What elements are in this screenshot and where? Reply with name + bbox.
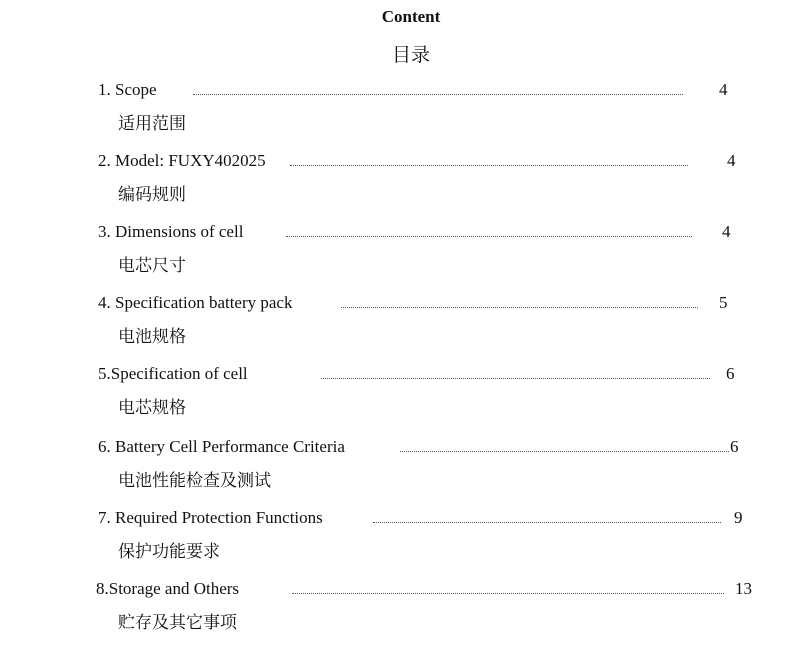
toc-page-number: 9 bbox=[734, 508, 743, 527]
toc-entry-title-zh: 适用范围 bbox=[118, 114, 186, 134]
toc-entry-title: 4. Specification battery pack bbox=[98, 293, 293, 312]
toc-entry-scope[interactable] bbox=[0, 80, 800, 140]
toc-leader bbox=[400, 451, 729, 452]
toc-entry-title: 5.Specification of cell bbox=[98, 364, 248, 383]
toc-entry-title: 7. Required Protection Functions bbox=[98, 508, 323, 527]
toc-entry-title-zh: 电芯尺寸 bbox=[118, 256, 186, 276]
toc-entry-title-zh: 编码规则 bbox=[118, 185, 186, 205]
toc-entry-title-zh: 电池性能检查及测试 bbox=[118, 471, 271, 491]
toc-entry-title: 1. Scope bbox=[98, 80, 157, 99]
toc-leader bbox=[373, 522, 721, 523]
toc-entry-title-zh: 贮存及其它事项 bbox=[118, 613, 237, 633]
toc-page-number: 4 bbox=[727, 151, 736, 170]
toc-page-number: 13 bbox=[735, 579, 752, 598]
toc-entry-storage[interactable] bbox=[0, 579, 800, 639]
toc-entry-title: 2. Model: FUXY402025 bbox=[98, 151, 266, 170]
document-title: Content bbox=[381, 7, 441, 26]
toc-leader bbox=[290, 165, 688, 166]
toc-leader bbox=[193, 94, 683, 95]
toc-page-number: 5 bbox=[719, 293, 728, 312]
toc-entry-dimensions[interactable] bbox=[0, 222, 800, 282]
toc-leader bbox=[286, 236, 692, 237]
toc-entry-title-zh: 电池规格 bbox=[118, 327, 186, 347]
toc-entry-model[interactable] bbox=[0, 151, 800, 211]
toc-entry-title-zh: 电芯规格 bbox=[118, 398, 186, 418]
toc-entry-title: 3. Dimensions of cell bbox=[98, 222, 244, 241]
document-subtitle: 目录 bbox=[391, 44, 430, 66]
toc-page-number: 4 bbox=[719, 80, 728, 99]
toc-leader bbox=[321, 378, 710, 379]
toc-page-number: 6 bbox=[730, 437, 739, 456]
toc-page-number: 6 bbox=[726, 364, 735, 383]
toc-leader bbox=[292, 593, 724, 594]
toc-entry-title: 8.Storage and Others bbox=[96, 579, 240, 598]
toc-entry-cell-spec[interactable] bbox=[0, 364, 800, 424]
toc-entry-protection[interactable] bbox=[0, 508, 800, 568]
toc-entry-battery-pack[interactable] bbox=[0, 293, 800, 353]
toc-entry-performance[interactable] bbox=[0, 437, 800, 497]
toc-page-number: 4 bbox=[722, 222, 731, 241]
toc-entry-title-zh: 保护功能要求 bbox=[118, 542, 220, 562]
toc-entry-title: 6. Battery Cell Performance Criteria bbox=[98, 437, 345, 456]
toc-leader bbox=[341, 307, 698, 308]
